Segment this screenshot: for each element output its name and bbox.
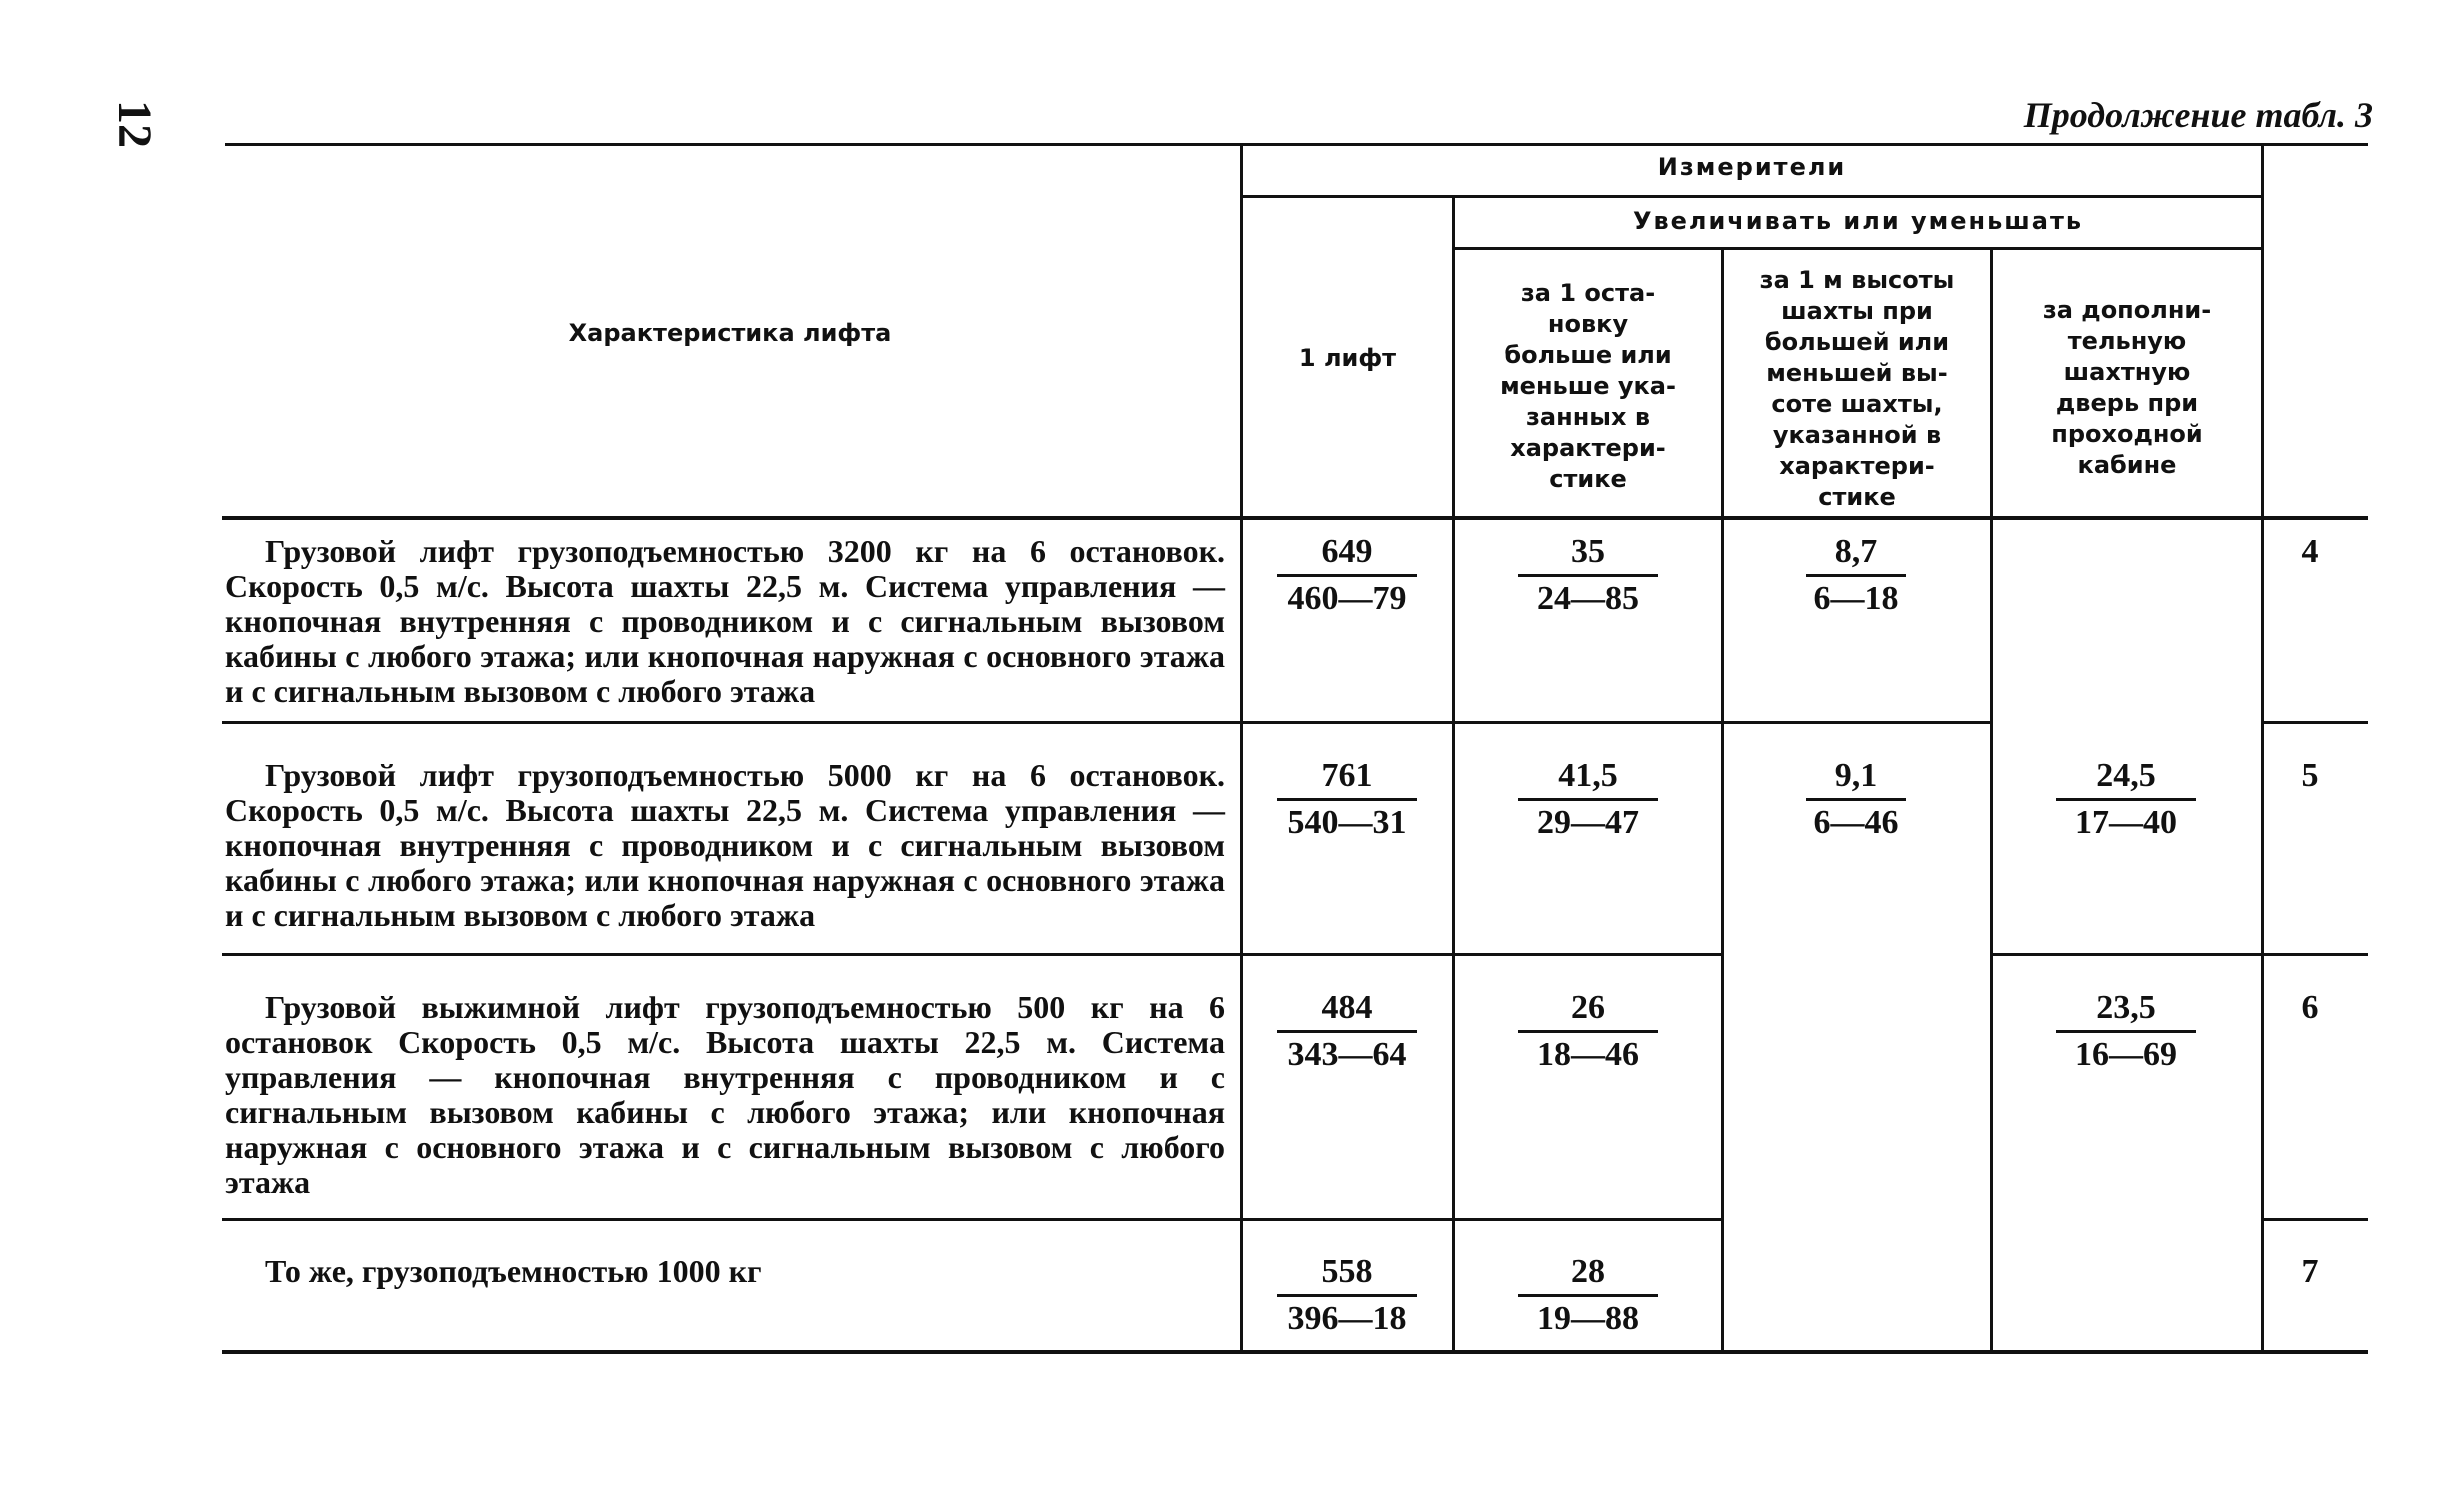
header-per-stop: за 1 оста- новку больше или меньше ука- занных в характери- стике [1500,279,1676,493]
row-5-door-den: 17—40 [2075,804,2177,841]
row-rule-4-left [222,721,1992,724]
row-6-lift-num: 484 [1277,986,1417,1033]
table-bottom-rule [222,1350,2368,1354]
row-7-lift-value [1247,1250,1447,1341]
row-5-description [225,758,1225,948]
row-6-door-num: 23,5 [2056,986,2196,1033]
header-per-door: за дополни- тельную шахтную дверь при проходной кабине [2042,296,2212,479]
header-measures: Измерители [1657,153,1847,181]
row-7-description [225,1254,1225,1344]
row-6-description [225,990,1225,1215]
row-4-meter-value [1756,530,1956,621]
row-6-door-value [2026,986,2226,1077]
col-rule-description [1240,143,1243,1353]
page-number: 12 [108,100,161,148]
row-7-lift-den: 396—18 [1287,1300,1407,1337]
row-5-meter-num: 9,1 [1806,754,1906,801]
row-4-stop-den: 24—85 [1537,580,1639,617]
row-7-stop-value [1488,1250,1688,1341]
row-4-description-text: Грузовой лифт грузоподъемностью 3200 кг на 6 остановок. Скорость 0,5 м/с. Высота шахты 22,5 м. Система управления — кнопочная внутренняя с проводником и с сигнальным вызовом кабины с любого этажа; или кнопочная наружная с основного этажа и с сигнальным вызовом с любого этажа [225,533,1225,709]
row-6-door-den: 16—69 [2075,1036,2177,1073]
row-rule-5-right [1990,953,2368,956]
table-top-rule [225,143,2368,146]
row-7-description-text: То же, грузоподъемностью 1000 кг [265,1253,762,1289]
row-rule-4-right [2261,721,2368,724]
row-4-lift-value [1247,530,1447,621]
measures-rule [1240,195,2263,198]
row-4-lift-num: 649 [1277,530,1417,577]
row-5-lift-den: 540—31 [1287,804,1407,841]
row-4-number: 4 [2301,533,2319,570]
row-6-description-text: Грузовой выжимной лифт грузоподъемностью 500 кг на 6 остановок Скорость 0,5 м/с. Высота шахты 22,5 м. Система управления — кнопочная внутренняя с проводником и с сигнальным вызовом кабины с любого этажа; или кнопочная наружная с основного этажа и с сигнальным вызовом с любого этажа [225,989,1225,1200]
header-bottom-rule [222,516,2368,520]
increase-rule [1455,247,2263,250]
table-continuation-label: Продолжение табл. 3 [2023,95,2373,135]
row-6-stop-num: 26 [1518,986,1658,1033]
row-4-stop-value [1488,530,1688,621]
row-5-stop-num: 41,5 [1518,754,1658,801]
header-per-meter: за 1 м высоты шахты при большей или меньшей вы- соте шахты, указанной в характери- стике [1759,266,1955,511]
row-4-lift-den: 460—79 [1287,580,1407,617]
row-5-door-value [2026,754,2226,845]
row-5-meter-den: 6—46 [1813,804,1899,841]
col-rule-door [2261,143,2264,1353]
row-4-description [225,534,1225,714]
row-7-stop-num: 28 [1518,1250,1658,1297]
row-7-number: 7 [2301,1253,2319,1290]
row-6-number: 6 [2301,989,2319,1026]
row-4-meter-den: 6—18 [1813,580,1899,617]
header-increase-decrease: Увеличивать или уменьшать [1632,207,2084,235]
row-4-meter-num: 8,7 [1806,530,1906,577]
row-rule-6-right [2261,1218,2368,1221]
row-4-stop-num: 35 [1518,530,1658,577]
row-5-door-num: 24,5 [2056,754,2196,801]
row-5-lift-num: 761 [1277,754,1417,801]
row-5-stop-value [1488,754,1688,845]
row-6-stop-value [1488,986,1688,1077]
row-5-lift-value [1247,754,1447,845]
row-5-description-text: Грузовой лифт грузоподъемностью 5000 кг на 6 остановок. Скорость 0,5 м/с. Высота шахты 22,5 м. Система управления — кнопочная внутренняя с проводником и с сигнальным вызовом кабины с любого этажа; или кнопочная наружная с основного этажа и с сигнальным вызовом с любого этажа [225,757,1225,933]
row-7-lift-num: 558 [1277,1250,1417,1297]
row-5-number: 5 [2301,757,2319,794]
row-6-stop-den: 18—46 [1537,1036,1639,1073]
row-7-stop-den: 19—88 [1537,1300,1639,1337]
row-rule-5-left [222,953,1724,956]
row-rule-6-left [222,1218,1724,1221]
row-5-meter-value [1756,754,1956,845]
row-6-lift-value [1247,986,1447,1077]
header-one-lift: 1 лифт [1298,344,1397,372]
row-5-stop-den: 29—47 [1537,804,1639,841]
row-6-lift-den: 343—64 [1287,1036,1407,1073]
header-characteristic: Характеристика лифта [568,319,892,347]
